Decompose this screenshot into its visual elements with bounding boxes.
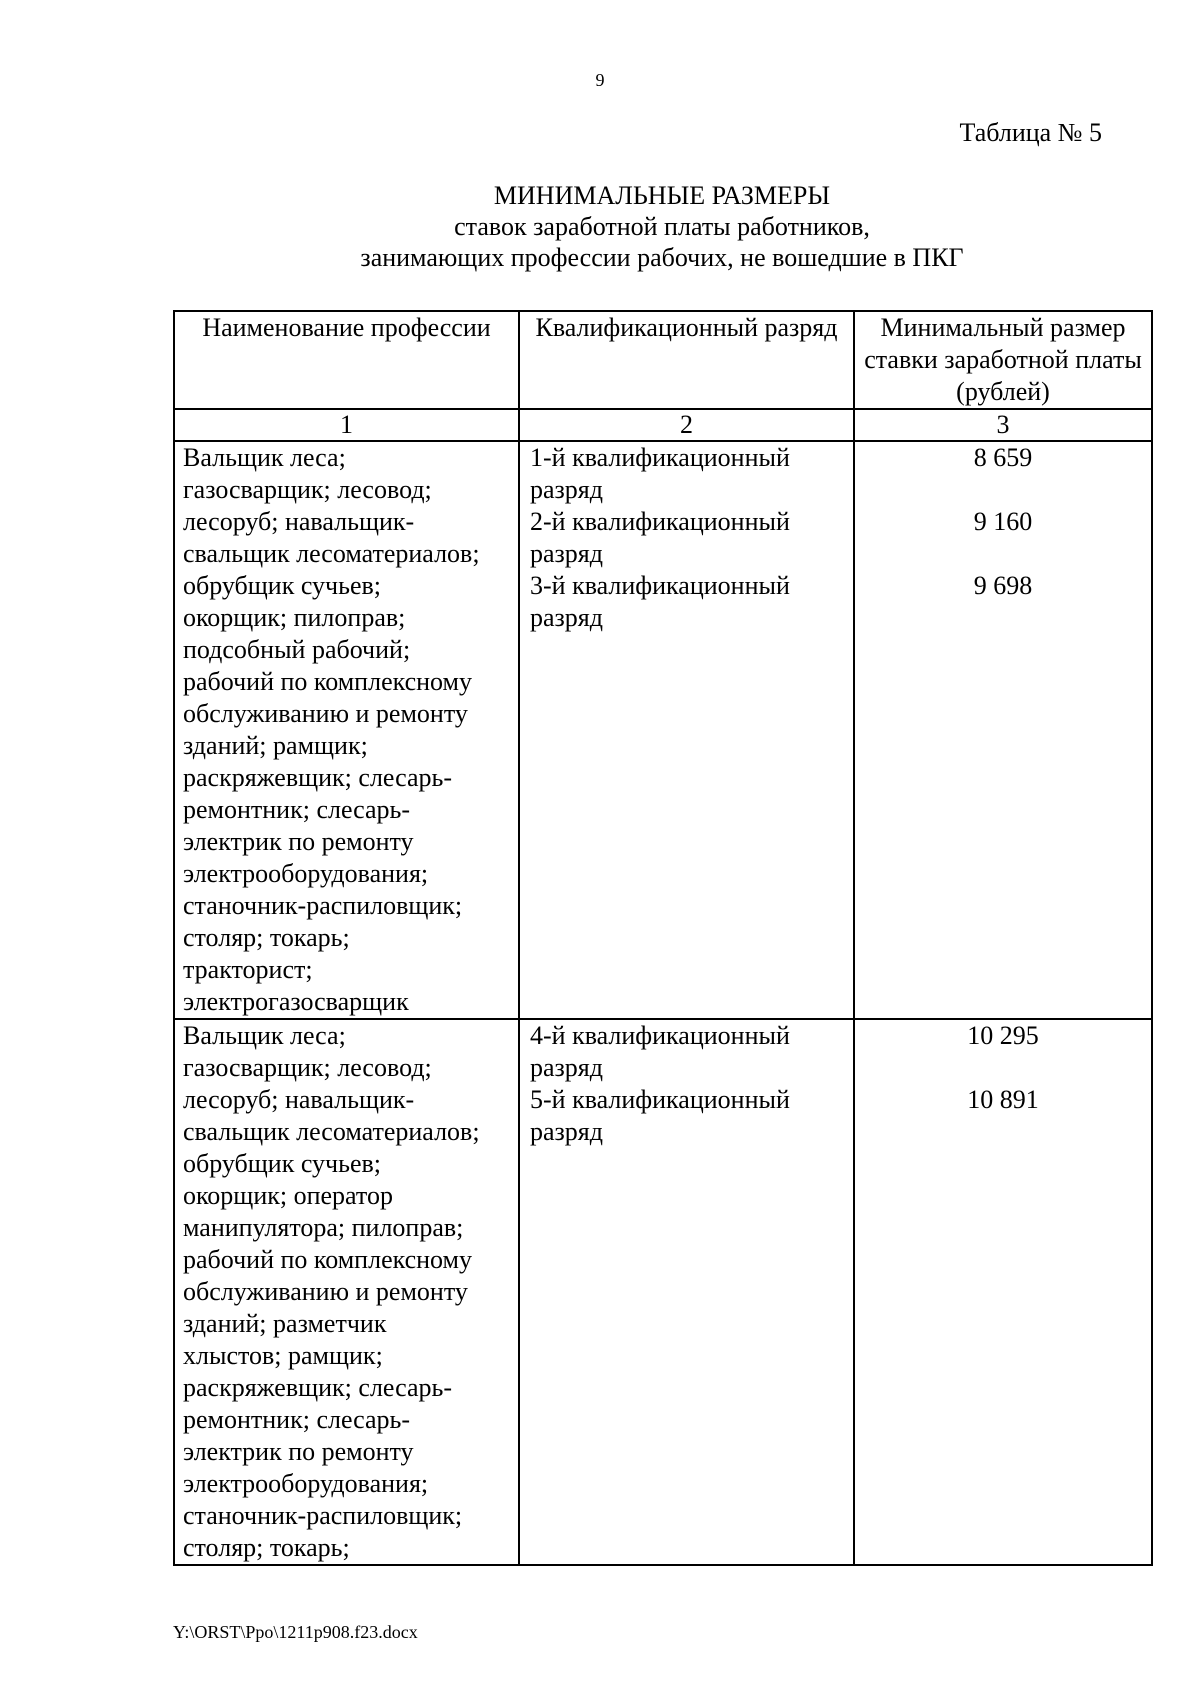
profession-line: обслуживанию и ремонту bbox=[183, 1277, 468, 1306]
profession-cell bbox=[174, 1019, 519, 1565]
profession-line: Вальщик леса; bbox=[183, 1021, 346, 1050]
rate-cell bbox=[854, 441, 1152, 1019]
profession-line: электрик по ремонту bbox=[183, 827, 414, 856]
profession-line: газосварщик; лесовод; bbox=[183, 1053, 432, 1082]
profession-line: подсобный рабочий; bbox=[183, 635, 411, 664]
profession-line: лесоруб; навальщик- bbox=[183, 1085, 415, 1114]
minimum-rate-value: 8 659 bbox=[973, 443, 1033, 472]
profession-line: хлыстов; рамщик; bbox=[183, 1341, 383, 1370]
grade-line: разряд bbox=[530, 1053, 603, 1082]
profession-line: свальщик лесоматериалов; bbox=[183, 1117, 480, 1146]
column-number: 1 bbox=[174, 409, 519, 441]
grade-line: разряд bbox=[530, 475, 603, 504]
profession-line: обрубщик сучьев; bbox=[183, 1149, 382, 1178]
profession-line: столяр; токарь; bbox=[183, 923, 350, 952]
column-number-row bbox=[174, 409, 1152, 441]
grade-line: 3-й квалификационный bbox=[530, 571, 790, 600]
qualification-grade bbox=[530, 1020, 845, 1084]
profession-line: ремонтник; слесарь- bbox=[183, 795, 411, 824]
column-number: 2 bbox=[519, 409, 854, 441]
grade-line: разряд bbox=[530, 539, 603, 568]
profession-line: раскряжевщик; слесарь- bbox=[183, 763, 453, 792]
profession-line: окорщик; оператор bbox=[183, 1181, 393, 1210]
table-row bbox=[174, 441, 1152, 1019]
heading-subtitle-line-2: занимающих профессии рабочих, не вошедшие в ПКГ bbox=[360, 243, 964, 272]
profession-line: зданий; разметчик bbox=[183, 1309, 387, 1338]
profession-line: станочник-распиловщик; bbox=[183, 891, 463, 920]
profession-line: электрик по ремонту bbox=[183, 1437, 414, 1466]
grade-line: разряд bbox=[530, 1117, 603, 1146]
profession-line: лесоруб; навальщик- bbox=[183, 507, 415, 536]
grade-cell bbox=[519, 441, 854, 1019]
heading-subtitle-line-1: ставок заработной платы работников, bbox=[454, 212, 870, 241]
header-profession: Наименование профессии bbox=[174, 311, 519, 409]
profession-line: газосварщик; лесовод; bbox=[183, 475, 432, 504]
qualification-grade bbox=[530, 570, 845, 634]
table-row bbox=[174, 1019, 1152, 1565]
profession-line: манипулятора; пилоправ; bbox=[183, 1213, 464, 1242]
rate-cell bbox=[854, 1019, 1152, 1565]
profession-line: электрооборудования; bbox=[183, 1469, 429, 1498]
page-number: 9 bbox=[595, 70, 605, 90]
profession-line: ремонтник; слесарь- bbox=[183, 1405, 411, 1434]
grade-line: 4-й квалификационный bbox=[530, 1021, 790, 1050]
profession-line: рабочий по комплексному bbox=[183, 1245, 473, 1274]
profession-line: раскряжевщик; слесарь- bbox=[183, 1373, 453, 1402]
profession-line: Вальщик леса; bbox=[183, 443, 346, 472]
header-grade: Квалификационный разряд bbox=[519, 311, 854, 409]
table-header-row bbox=[174, 311, 1152, 409]
profession-line: зданий; рамщик; bbox=[183, 731, 368, 760]
grade-line: разряд bbox=[530, 603, 603, 632]
qualification-grade bbox=[530, 442, 845, 506]
profession-line: электрогазосварщик bbox=[183, 987, 409, 1016]
minimum-rate-value: 9 160 bbox=[973, 507, 1033, 536]
grade-line: 1-й квалификационный bbox=[530, 443, 790, 472]
grade-line: 5-й квалификационный bbox=[530, 1085, 790, 1114]
file-path-footer: Y:\ORST\Ppo\1211p908.f23.docx bbox=[173, 1622, 418, 1642]
minimum-rate-value: 10 891 bbox=[967, 1085, 1039, 1114]
profession-line: тракторист; bbox=[183, 955, 313, 984]
grade-cell bbox=[519, 1019, 854, 1565]
grade-line: 2-й квалификационный bbox=[530, 507, 790, 536]
wage-rates-table bbox=[173, 310, 1153, 1566]
heading-title: МИНИМАЛЬНЫЕ РАЗМЕРЫ bbox=[493, 181, 831, 210]
profession-line: окорщик; пилоправ; bbox=[183, 603, 406, 632]
table-label: Таблица № 5 bbox=[959, 118, 1102, 147]
profession-line: рабочий по комплексному bbox=[183, 667, 473, 696]
header-rate: Минимальный размер ставки заработной платы (рублей) bbox=[854, 311, 1152, 409]
profession-line: электрооборудования; bbox=[183, 859, 429, 888]
profession-cell bbox=[174, 441, 519, 1019]
column-number: 3 bbox=[854, 409, 1152, 441]
minimum-rate-value: 9 698 bbox=[973, 571, 1033, 600]
minimum-rate-value: 10 295 bbox=[967, 1021, 1039, 1050]
profession-line: станочник-распиловщик; bbox=[183, 1501, 463, 1530]
profession-line: столяр; токарь; bbox=[183, 1533, 350, 1562]
profession-line: свальщик лесоматериалов; bbox=[183, 539, 480, 568]
profession-line: обрубщик сучьев; bbox=[183, 571, 382, 600]
qualification-grade bbox=[530, 1084, 845, 1148]
profession-line: обслуживанию и ремонту bbox=[183, 699, 468, 728]
table-heading bbox=[173, 180, 1151, 273]
qualification-grade bbox=[530, 506, 845, 570]
